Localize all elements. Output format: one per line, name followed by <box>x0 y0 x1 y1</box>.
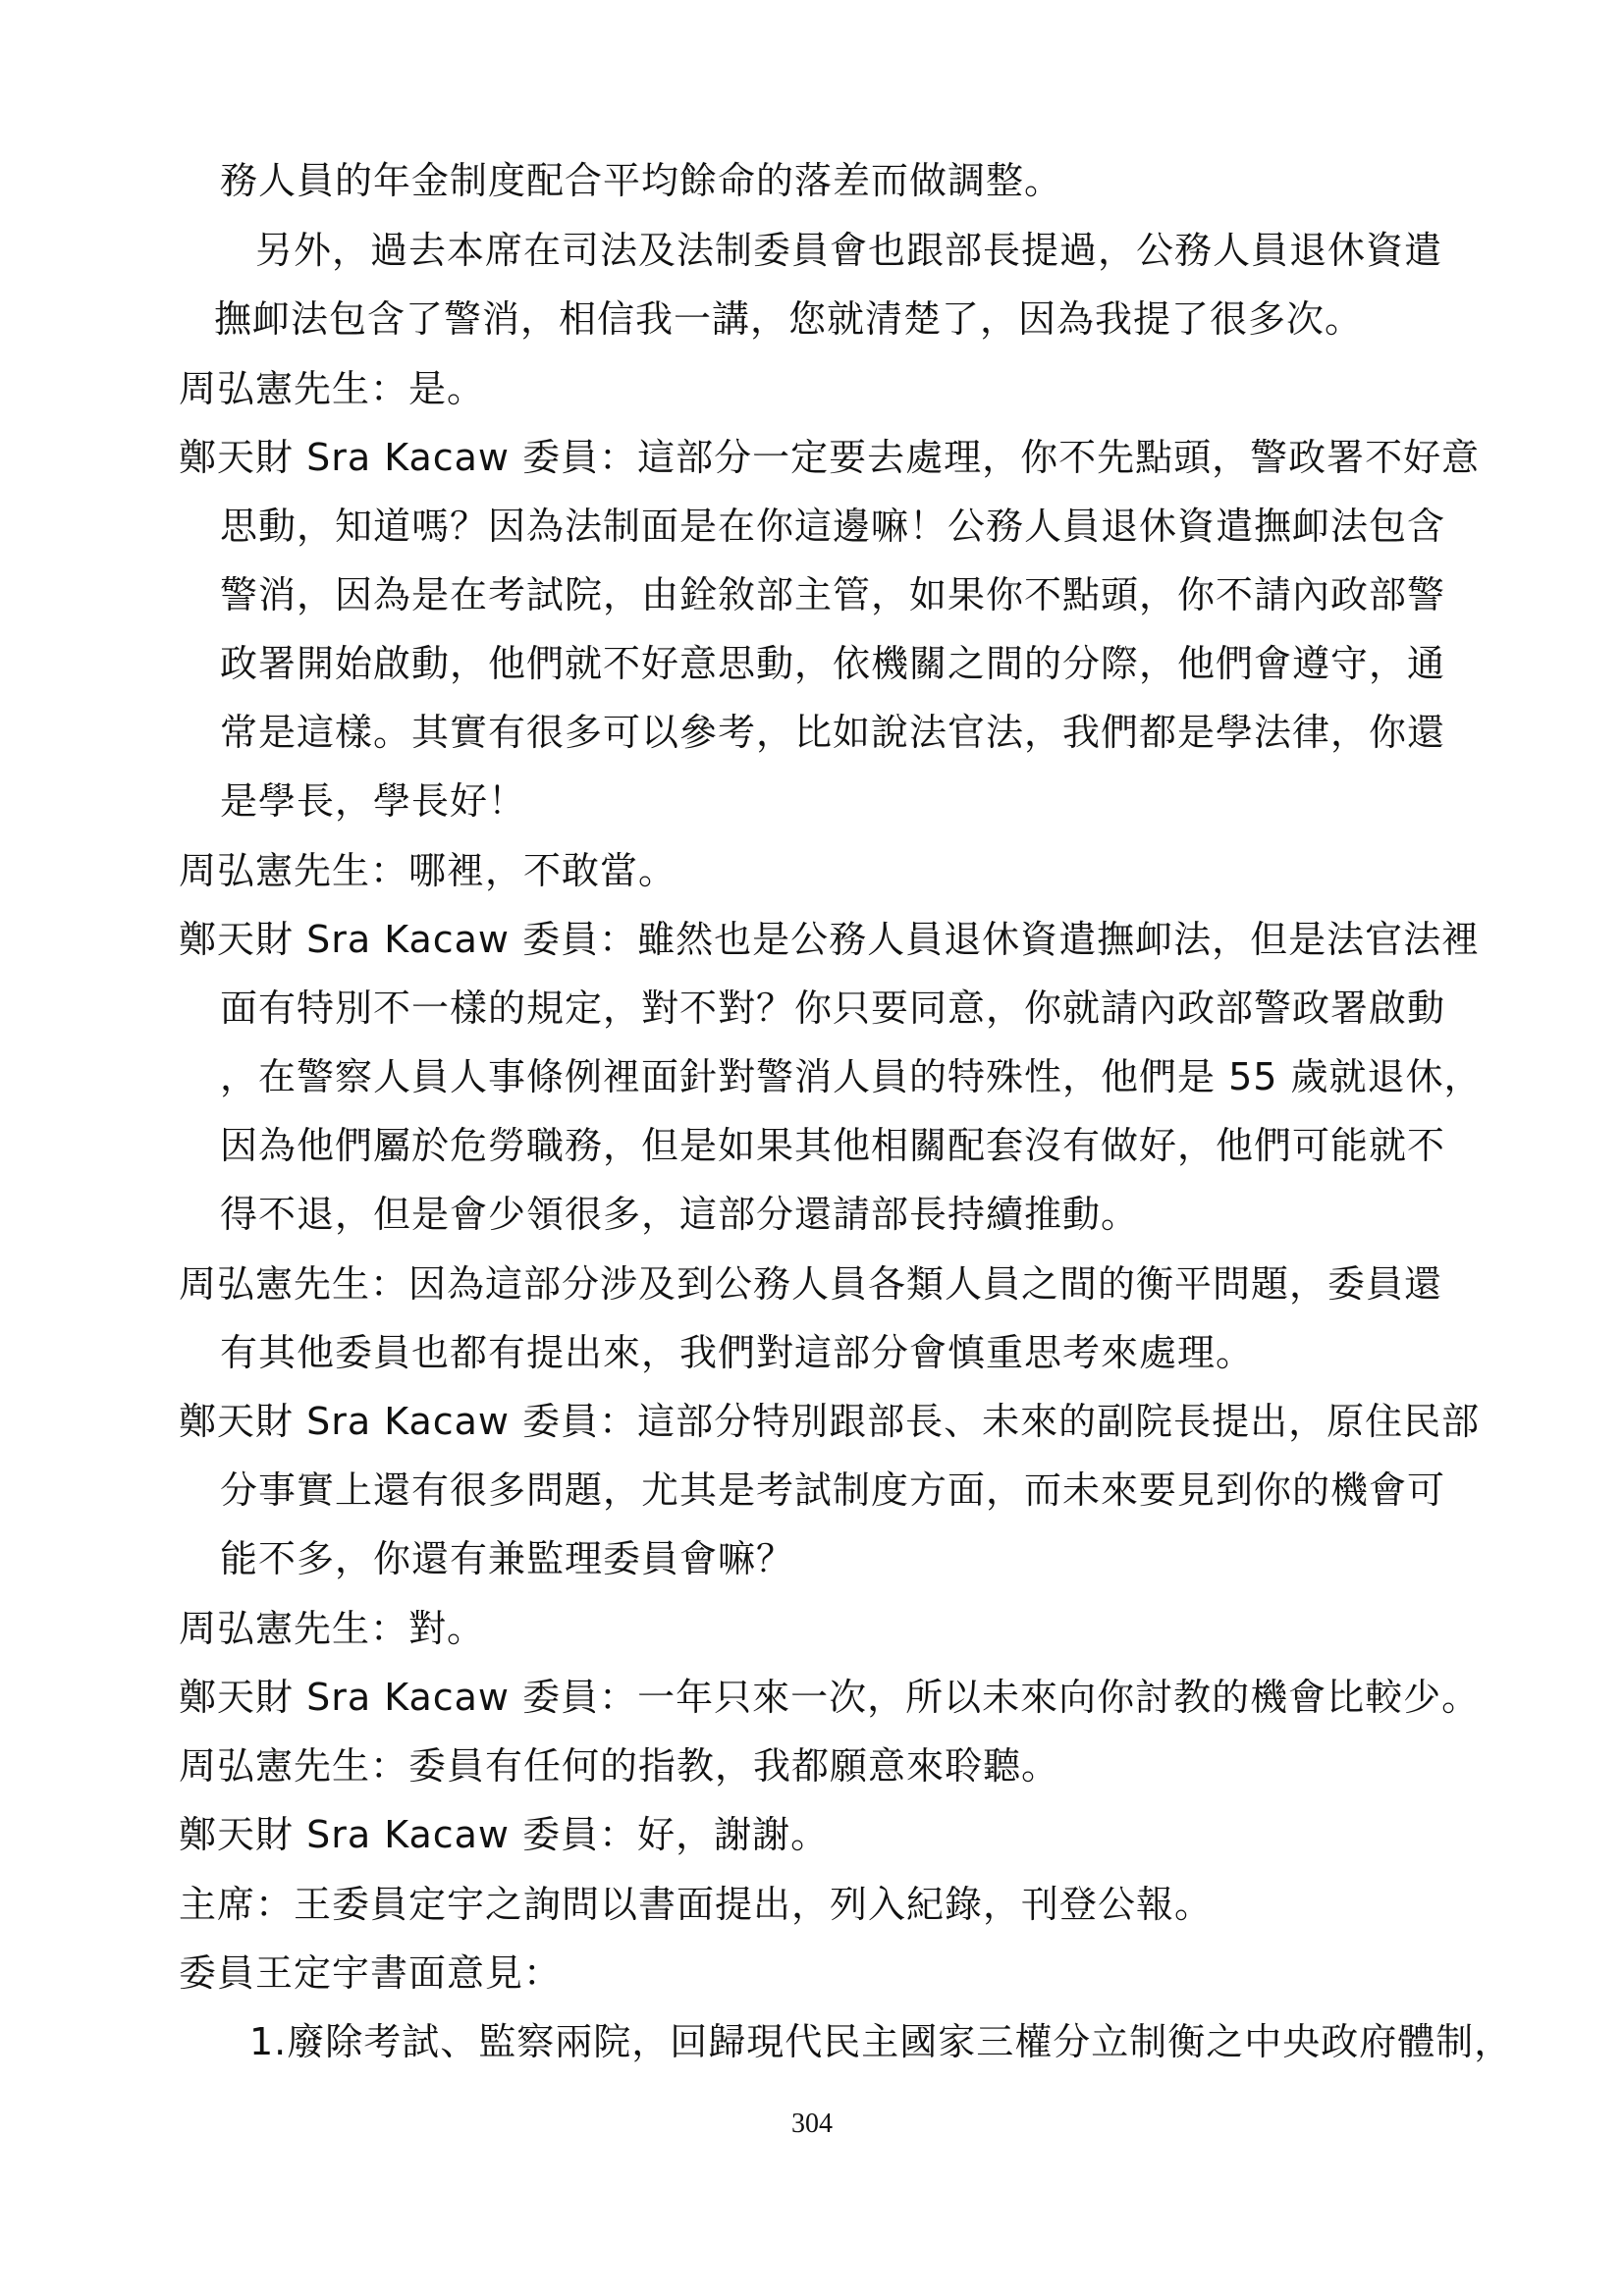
speaker-line: 鄭天財 Sra Kacaw 委員：一年只來一次，所以未來向你討教的機會比較少。 <box>179 1676 1481 1719</box>
speaker-line: 鄭天財 Sra Kacaw 委員：這部分一定要去處理，你不先點頭，警政署不好意 <box>179 436 1481 479</box>
speaker-line: 鄭天財 Sra Kacaw 委員：好，謝謝。 <box>179 1813 830 1856</box>
speaker-line: 主席：王委員定宇之詢問以書面提出，列入紀錄，刊登公報。 <box>179 1883 1214 1926</box>
text-line: 警消，因為是在考試院，由銓敘部主管，如果你不點頭，你不請內政部警 <box>220 573 1446 616</box>
text-line: 面有特別不一樣的規定，對不對？你只要同意，你就請內政部警政署啟動 <box>220 987 1446 1030</box>
speaker-line: 周弘憲先生：因為這部分涉及到公務人員各類人員之間的衡平問題，委員還 <box>179 1262 1443 1306</box>
speaker-line: 周弘憲先生：哪裡，不敢當。 <box>179 849 677 892</box>
text-line: 撫卹法包含了警消，相信我一講，您就清楚了，因為我提了很多次。 <box>214 297 1364 341</box>
speaker-line: 鄭天財 Sra Kacaw 委員：雖然也是公務人員退休資遣撫卹法，但是法官法裡 <box>179 918 1481 961</box>
list-item: 1.廢除考試、監察兩院，回歸現代民主國家三權分立制衡之中央政府體制， <box>249 2020 1513 2063</box>
speaker-line: 鄭天財 Sra Kacaw 委員：這部分特別跟部長、未來的副院長提出，原住民部 <box>179 1400 1481 1443</box>
text-line: 因為他們屬於危勞職務，但是如果其他相關配套沒有做好，他們可能就不 <box>220 1124 1446 1167</box>
text-line: 思動，知道嗎？因為法制面是在你這邊嘛！公務人員退休資遣撫卹法包含 <box>220 505 1446 548</box>
page-number: 304 <box>791 2109 833 2139</box>
text-line: 得不退，但是會少領很多，這部分還請部長持續推動。 <box>220 1193 1140 1236</box>
text-line: 能不多，你還有兼監理委員會嘛？ <box>220 1537 795 1580</box>
text-line: 另外，過去本席在司法及法制委員會也跟部長提過，公務人員退休資遣 <box>255 229 1443 272</box>
text-line: 務人員的年金制度配合平均餘命的落差而做調整。 <box>220 159 1063 202</box>
speaker-line: 周弘憲先生：委員有任何的指教，我都願意來聆聽。 <box>179 1744 1060 1788</box>
section-heading: 委員王定宇書面意見： <box>179 1951 563 1995</box>
text-line: 常是這樣。其實有很多可以參考，比如說法官法，我們都是學法律，你還 <box>220 711 1446 754</box>
speaker-line: 周弘憲先生：是。 <box>179 367 486 410</box>
text-line: 是學長，學長好！ <box>220 779 527 823</box>
text-line: ，在警察人員人事條例裡面針對警消人員的特殊性，他們是 55 歲就退休， <box>220 1055 1483 1098</box>
text-line: 政署開始啟動，他們就不好意思動，依機關之間的分際，他們會遵守，通 <box>220 642 1446 685</box>
text-line: 分事實上還有很多問題，尤其是考試制度方面，而未來要見到你的機會可 <box>220 1468 1446 1512</box>
speaker-line: 周弘憲先生：對。 <box>179 1607 486 1650</box>
text-line: 有其他委員也都有提出來，我們對這部分會慎重思考來處理。 <box>220 1331 1255 1374</box>
